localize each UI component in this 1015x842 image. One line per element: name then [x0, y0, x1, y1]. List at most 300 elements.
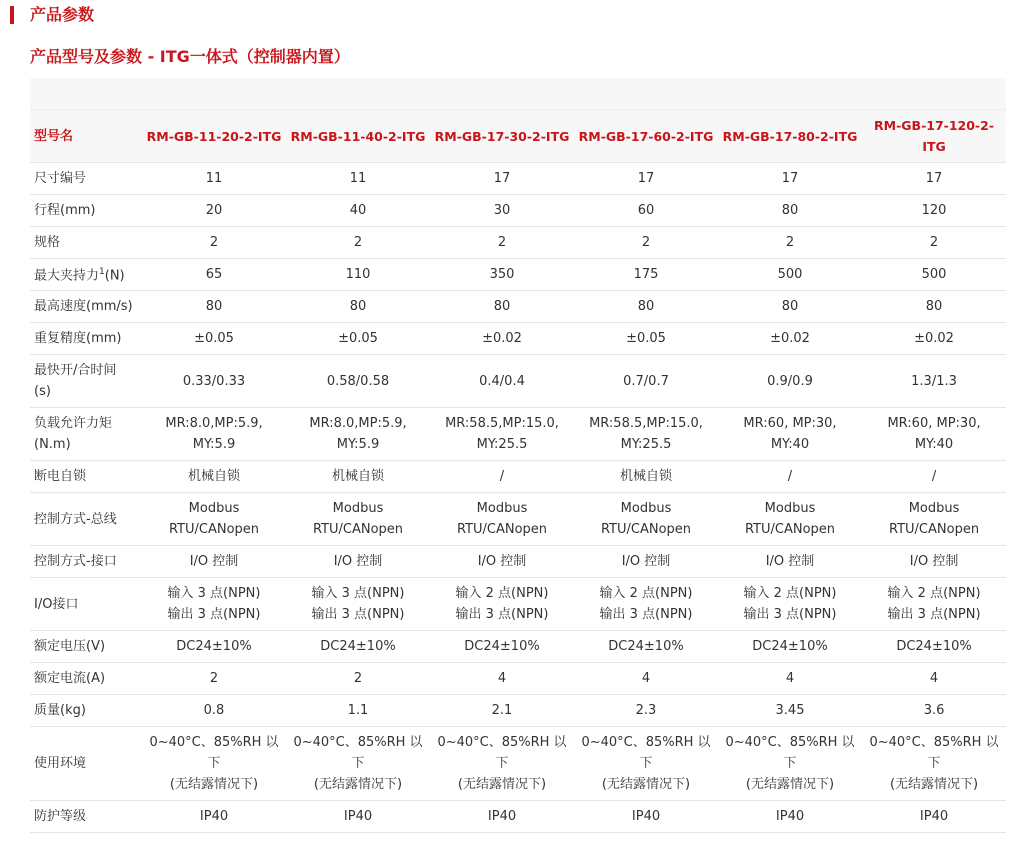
spec-table [30, 78, 1006, 833]
cell-text-line: (无结露情况下) [889, 777, 979, 792]
row-label-cell [30, 195, 142, 227]
cell-text-line: 质量(kg) [34, 703, 86, 718]
cell-text-line: Modbus [620, 501, 672, 516]
model-header-row [30, 110, 1006, 163]
value-cell [718, 695, 862, 727]
table-row [30, 259, 1006, 291]
value-cell [430, 408, 574, 461]
cell-text-line: MR:8.0,MP:5.9, [165, 416, 263, 431]
value-cell [862, 663, 1006, 695]
cell-text-line: 使用环境 [34, 756, 87, 771]
value-cell [430, 163, 574, 195]
value-cell [430, 695, 574, 727]
value-cell [574, 663, 718, 695]
row-label-cell [30, 355, 142, 408]
value-cell [142, 163, 286, 195]
value-cell [574, 227, 718, 259]
value-cell [574, 461, 718, 493]
table-row [30, 323, 1006, 355]
value-cell [430, 259, 574, 291]
cell-text-line: 负载允许力矩 [34, 416, 113, 431]
cell-text-line: 80 [493, 299, 511, 314]
cell-text-line: RM-GB-17-30-2-ITG [434, 128, 570, 144]
cell-text-line: Modbus [476, 501, 528, 516]
cell-text-line: I/O 控制 [909, 554, 959, 569]
cell-text-line: I/O 控制 [189, 554, 239, 569]
table-row [30, 195, 1006, 227]
cell-text-line: 输出 3 点(NPN) [599, 607, 693, 622]
cell-text-line: 2 [641, 235, 651, 250]
value-cell [142, 408, 286, 461]
table-row [30, 695, 1006, 727]
cell-text-line: RM-GB-11-20-2-ITG [146, 128, 282, 144]
value-cell [862, 493, 1006, 546]
cell-text-line: ITG [922, 139, 946, 154]
cell-text-line: 30 [493, 203, 511, 218]
value-cell [718, 663, 862, 695]
table-subtitle: 产品型号及参数 - ITG一体式（控制器内置） [30, 47, 350, 66]
cell-text-line: 2 [929, 235, 939, 250]
value-cell [862, 631, 1006, 663]
cell-text-line: 额定电流(A) [34, 671, 106, 686]
row-label-cell [30, 259, 142, 291]
cell-text-line: 下 [207, 756, 221, 771]
value-cell [718, 727, 862, 801]
cell-text-line: 0.58/0.58 [326, 373, 390, 389]
cell-text-line: MY:25.5 [620, 437, 672, 452]
value-cell [142, 227, 286, 259]
cell-text-line: 输出 3 点(NPN) [455, 607, 549, 622]
value-cell [574, 695, 718, 727]
cell-text-line: / [931, 469, 937, 484]
value-cell [574, 801, 718, 833]
value-cell [142, 355, 286, 408]
value-cell [430, 195, 574, 227]
value-cell [286, 355, 430, 408]
value-cell [286, 801, 430, 833]
cell-text-line: RTU/CANopen [889, 522, 980, 537]
model-name-cell [574, 110, 718, 163]
value-cell [574, 323, 718, 355]
value-cell [286, 195, 430, 227]
cell-text-line: 80 [781, 299, 799, 314]
cell-text-line: I/O 控制 [333, 554, 383, 569]
cell-text-line: 110 [345, 267, 371, 282]
cell-text-line: RTU/CANopen [168, 522, 260, 537]
value-cell [718, 801, 862, 833]
cell-text-line: 机械自锁 [331, 469, 384, 484]
model-name-cell [286, 110, 430, 163]
value-cell [142, 461, 286, 493]
row-label-text: 最大夹持力 [34, 268, 100, 284]
model-name-cell [862, 110, 1006, 163]
cell-text-line: 行程(mm) [34, 203, 96, 218]
cell-text-line: 80 [637, 299, 655, 314]
table-row [30, 801, 1006, 833]
model-name-cell [430, 110, 574, 163]
cell-text-line: 80 [205, 299, 223, 314]
value-cell [574, 163, 718, 195]
cell-text-line: 0~40°C、85%RH 以 [581, 735, 711, 750]
row-label-cell [30, 163, 142, 195]
value-cell [718, 493, 862, 546]
cell-text-line: MY:25.5 [476, 437, 528, 452]
cell-text-line: 尺寸编号 [34, 171, 87, 186]
value-cell [862, 291, 1006, 323]
cell-text-line: 80 [781, 203, 799, 218]
value-cell [862, 163, 1006, 195]
cell-text-line: 防护等级 [34, 809, 87, 824]
value-cell [718, 546, 862, 578]
cell-text-line: 下 [927, 756, 941, 771]
cell-text-line: Modbus [764, 501, 816, 516]
cell-text-line: ±0.02 [914, 331, 954, 346]
cell-text-line: 机械自锁 [619, 469, 672, 484]
value-cell [430, 291, 574, 323]
value-cell [142, 801, 286, 833]
value-cell [142, 695, 286, 727]
table-row [30, 727, 1006, 801]
value-cell [574, 578, 718, 631]
table-row [30, 578, 1006, 631]
model-label-cell: 型号名 [30, 110, 142, 163]
cell-text-line: MY:40 [770, 437, 810, 452]
value-cell [862, 727, 1006, 801]
value-cell [718, 227, 862, 259]
cell-text-line: 机械自锁 [187, 469, 240, 484]
cell-text-line: I/O 控制 [477, 554, 527, 569]
cell-text-line: 0~40°C、85%RH 以 [293, 735, 423, 750]
row-label-cell [30, 493, 142, 546]
cell-text-line: 120 [921, 203, 947, 218]
cell-text-line: (无结露情况下) [745, 777, 835, 792]
cell-text-line: 17 [925, 171, 943, 186]
cell-text-line: IP40 [919, 809, 949, 824]
cell-text-line: Modbus [908, 501, 960, 516]
cell-text-line: 17 [781, 171, 799, 186]
value-cell [574, 631, 718, 663]
cell-text-line: 80 [925, 299, 943, 314]
value-cell [286, 493, 430, 546]
value-cell [286, 163, 430, 195]
cell-text-line: ±0.02 [482, 331, 522, 346]
row-label-cell [30, 578, 142, 631]
cell-text-line: RTU/CANopen [312, 522, 404, 537]
cell-text-line: 65 [205, 267, 223, 282]
cell-text-line: 输出 3 点(NPN) [311, 607, 405, 622]
value-cell [286, 631, 430, 663]
cell-text-line: 0.7/0.7 [623, 373, 669, 389]
cell-text-line: MR:58.5,MP:15.0, [589, 416, 703, 431]
value-cell [574, 727, 718, 801]
row-label-cell [30, 227, 142, 259]
cell-text-line: 控制方式-总线 [34, 511, 117, 527]
cell-text-line: I/O接口 [34, 596, 79, 612]
value-cell [862, 227, 1006, 259]
cell-text-line: Modbus [332, 501, 384, 516]
value-cell [718, 578, 862, 631]
cell-text-line: 2 [353, 671, 363, 686]
value-cell [862, 801, 1006, 833]
cell-text-line: 11 [205, 171, 223, 186]
cell-text-line: MY:40 [914, 437, 954, 452]
row-label-cell [30, 801, 142, 833]
cell-text-line: 2 [785, 235, 795, 250]
cell-text-line: DC24±10% [464, 639, 540, 654]
cell-text-line: RTU/CANopen [744, 522, 836, 537]
row-label-cell [30, 291, 142, 323]
cell-text-line: 输出 3 点(NPN) [167, 607, 261, 622]
value-cell [718, 355, 862, 408]
row-label-cell [30, 631, 142, 663]
cell-text-line: ±0.05 [194, 331, 234, 346]
value-cell [286, 663, 430, 695]
cell-text-line: 输入 2 点(NPN) [455, 586, 549, 601]
value-cell [718, 259, 862, 291]
cell-text-line: 重复精度(mm) [34, 331, 122, 346]
table-row [30, 227, 1006, 259]
cell-text-line: 1.1 [347, 703, 369, 718]
model-name-cell [718, 110, 862, 163]
value-cell [430, 355, 574, 408]
cell-text-line: 500 [921, 267, 947, 282]
section-accent-bar [10, 6, 14, 24]
value-cell [430, 546, 574, 578]
value-cell [142, 727, 286, 801]
value-cell [142, 663, 286, 695]
cell-text-line: 输入 3 点(NPN) [311, 586, 405, 601]
value-cell [718, 461, 862, 493]
table-row [30, 663, 1006, 695]
value-cell [430, 663, 574, 695]
cell-text-line: 2 [209, 671, 219, 686]
cell-text-line: / [787, 469, 793, 484]
cell-text-line: (无结露情况下) [169, 777, 259, 792]
footnote-marker: 1 [99, 267, 105, 278]
value-cell [286, 323, 430, 355]
table-row [30, 546, 1006, 578]
cell-text-line: 17 [637, 171, 655, 186]
section-title: 产品参数 [30, 5, 95, 24]
cell-text-line: (N.m) [34, 437, 71, 452]
value-cell [142, 493, 286, 546]
cell-text-line: 2.1 [491, 703, 513, 718]
value-cell [142, 291, 286, 323]
cell-text-line: 输出 3 点(NPN) [887, 607, 981, 622]
cell-text-line: 175 [633, 267, 659, 282]
cell-text-line: 4 [785, 671, 795, 686]
cell-text-line: 断电自锁 [34, 469, 87, 484]
value-cell [862, 695, 1006, 727]
value-cell [286, 227, 430, 259]
cell-text-line: 20 [205, 203, 223, 218]
cell-text-line: 0~40°C、85%RH 以 [869, 735, 999, 750]
cell-text-line: DC24±10% [752, 639, 828, 654]
cell-text-line: 最快开/合时间 [34, 363, 117, 378]
cell-text-line: 4 [929, 671, 939, 686]
value-cell [718, 408, 862, 461]
cell-text-line: 4 [641, 671, 651, 686]
value-cell [574, 546, 718, 578]
section-header [0, 0, 1015, 30]
value-cell [430, 631, 574, 663]
cell-text-line: Modbus [188, 501, 240, 516]
cell-text-line: 1.3/1.3 [911, 373, 957, 389]
cell-text-line: 60 [637, 203, 655, 218]
cell-text-line: RM-GB-17-120-2- [874, 118, 995, 133]
value-cell [862, 195, 1006, 227]
cell-text-line: 2 [497, 235, 507, 250]
cell-text-line: 0.8 [203, 703, 225, 718]
value-cell [286, 546, 430, 578]
cell-text-line: 80 [349, 299, 367, 314]
value-cell [142, 578, 286, 631]
cell-text-line: 输入 2 点(NPN) [599, 586, 693, 601]
cell-text-line: 下 [639, 756, 653, 771]
row-label-cell [30, 546, 142, 578]
value-cell [862, 461, 1006, 493]
cell-text-line: I/O 控制 [621, 554, 671, 569]
table-top-band-cell [30, 78, 1006, 110]
cell-text-line: / [499, 469, 505, 484]
cell-text-line: IP40 [487, 809, 517, 824]
value-cell [430, 727, 574, 801]
cell-text-line: 0.4/0.4 [479, 373, 525, 389]
cell-text-line: (s) [34, 384, 51, 399]
cell-text-line: 2 [209, 235, 219, 250]
cell-text-line: DC24±10% [608, 639, 684, 654]
cell-text-line: RTU/CANopen [600, 522, 692, 537]
value-cell [142, 323, 286, 355]
table-row [30, 631, 1006, 663]
cell-text-line: 2.3 [635, 703, 657, 718]
cell-text-line: 0~40°C、85%RH 以 [437, 735, 567, 750]
value-cell [862, 408, 1006, 461]
cell-text-line: 规格 [34, 235, 61, 250]
table-row [30, 163, 1006, 195]
row-label-cell [30, 408, 142, 461]
model-name-cell [142, 110, 286, 163]
row-label-cell [30, 727, 142, 801]
cell-text-line: 350 [489, 267, 515, 282]
cell-text-line: DC24±10% [896, 639, 972, 654]
cell-text-line: MR:60, MP:30, [887, 416, 981, 431]
value-cell [286, 727, 430, 801]
value-cell [574, 259, 718, 291]
cell-text-line: 0.33/0.33 [182, 373, 246, 389]
cell-text-line: MR:60, MP:30, [743, 416, 837, 431]
table-row [30, 461, 1006, 493]
value-cell [430, 461, 574, 493]
cell-text-line: 40 [349, 203, 367, 218]
row-label-cell [30, 461, 142, 493]
value-cell [286, 408, 430, 461]
value-cell [862, 259, 1006, 291]
table-row [30, 355, 1006, 408]
cell-text-line: RM-GB-17-60-2-ITG [578, 128, 714, 144]
cell-text-line: 4 [497, 671, 507, 686]
value-cell [286, 461, 430, 493]
cell-text-line: 输出 3 点(NPN) [743, 607, 837, 622]
cell-text-line: 输入 2 点(NPN) [887, 586, 981, 601]
value-cell [142, 546, 286, 578]
table-top-band [30, 78, 1006, 110]
value-cell [718, 291, 862, 323]
cell-text-line: RM-GB-11-40-2-ITG [290, 128, 426, 144]
cell-text-line: IP40 [775, 809, 805, 824]
cell-text-line: IP40 [631, 809, 661, 824]
cell-text-line: 17 [493, 171, 511, 186]
value-cell [430, 227, 574, 259]
value-cell [286, 695, 430, 727]
cell-text-line: ±0.05 [338, 331, 378, 346]
value-cell [718, 631, 862, 663]
cell-text-line: (无结露情况下) [457, 777, 547, 792]
value-cell [430, 323, 574, 355]
cell-text-line: 0.9/0.9 [767, 373, 813, 389]
table-row [30, 408, 1006, 461]
cell-text-line: MR:8.0,MP:5.9, [309, 416, 407, 431]
cell-text-line: 下 [783, 756, 797, 771]
cell-text-line: I/O 控制 [765, 554, 815, 569]
cell-text-line: 输入 2 点(NPN) [743, 586, 837, 601]
cell-text-line: 输入 3 点(NPN) [167, 586, 261, 601]
value-cell [286, 291, 430, 323]
table-row [30, 493, 1006, 546]
cell-text-line: IP40 [199, 809, 229, 824]
cell-text-line: 3.45 [775, 703, 805, 718]
value-cell [286, 259, 430, 291]
cell-text-line: RM-GB-17-80-2-ITG [722, 128, 858, 144]
cell-text-line: 500 [777, 267, 803, 282]
value-cell [142, 631, 286, 663]
value-cell [862, 578, 1006, 631]
cell-text-line: DC24±10% [320, 639, 396, 654]
cell-text-line: 2 [353, 235, 363, 250]
value-cell [718, 195, 862, 227]
cell-text-line: IP40 [343, 809, 373, 824]
row-label-cell [30, 663, 142, 695]
row-label-cell [30, 695, 142, 727]
cell-text-line: 最高速度(mm/s) [34, 299, 133, 314]
cell-text-line: MR:58.5,MP:15.0, [445, 416, 559, 431]
value-cell [862, 323, 1006, 355]
cell-text-line: (无结露情况下) [313, 777, 403, 792]
value-cell [430, 578, 574, 631]
cell-text-line: 下 [351, 756, 365, 771]
value-cell [286, 578, 430, 631]
value-cell [718, 163, 862, 195]
value-cell [430, 801, 574, 833]
value-cell [862, 546, 1006, 578]
cell-text-line: (无结露情况下) [601, 777, 691, 792]
cell-text-line: MY:5.9 [336, 437, 380, 452]
value-cell [574, 493, 718, 546]
cell-text-line: 下 [495, 756, 509, 771]
cell-text-line: 11 [349, 171, 367, 186]
cell-text-line: 额定电压(V) [34, 639, 106, 654]
value-cell [574, 291, 718, 323]
table-row [30, 291, 1006, 323]
cell-text-line: 0~40°C、85%RH 以 [149, 735, 279, 750]
cell-text-line: ±0.05 [626, 331, 666, 346]
value-cell [574, 408, 718, 461]
value-cell [142, 195, 286, 227]
spec-table-body [30, 78, 1006, 833]
value-cell [718, 323, 862, 355]
row-label-cell [30, 323, 142, 355]
value-cell [862, 355, 1006, 408]
